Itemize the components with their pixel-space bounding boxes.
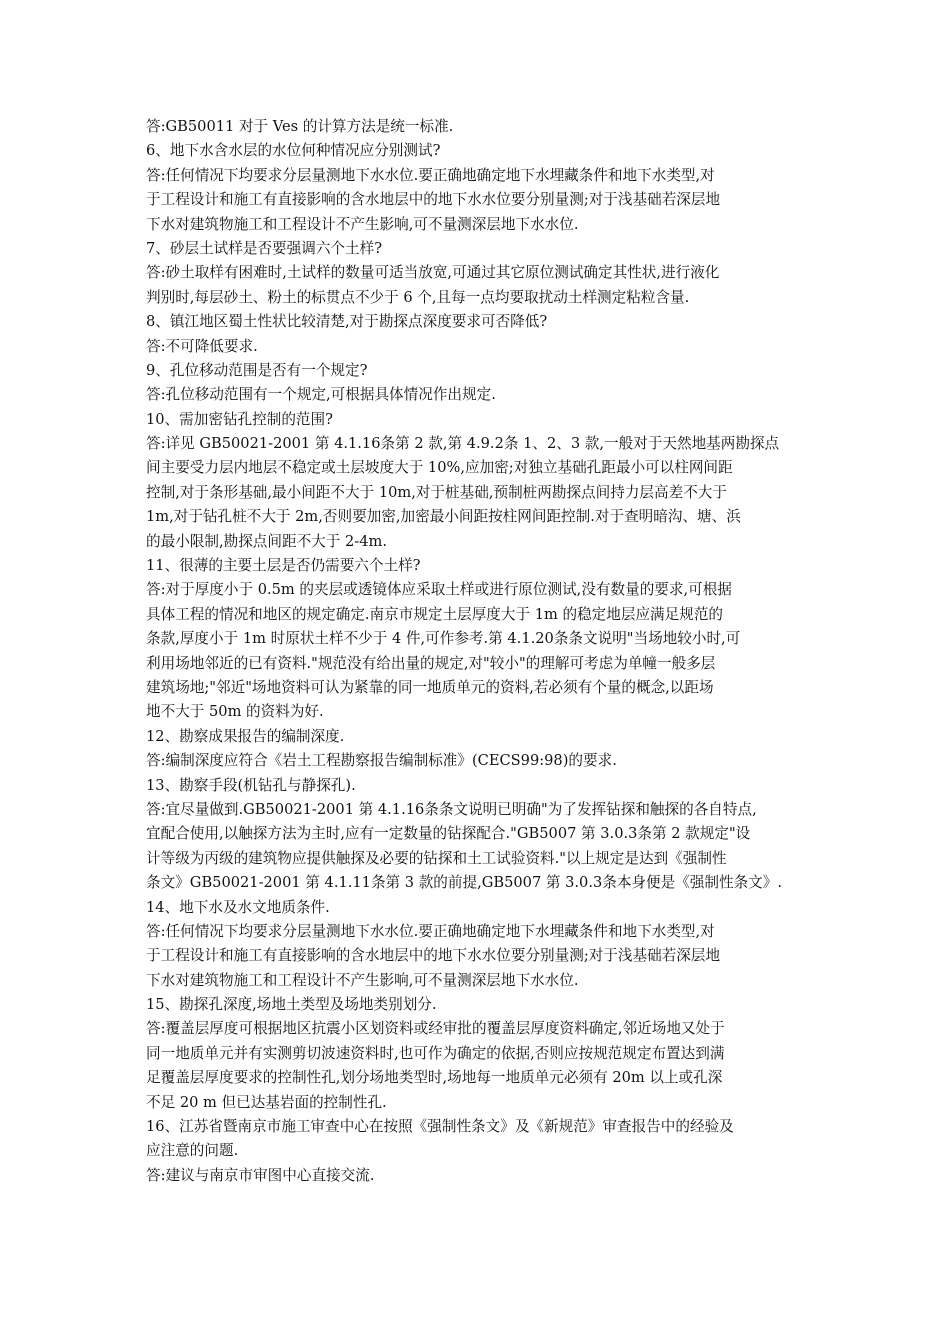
- text-line: 答:编制深度应符合《岩土工程勘察报告编制标准》(CECS99:98)的要求.: [146, 752, 617, 770]
- text-line: 答:宜尽量做到.GB50021-2001 第 4.1.16条条文说明已明确"为了发挥钻探和触探的各自特点,: [146, 800, 757, 818]
- text-line: 答:覆盖层厚度可根据地区抗震小区划资料或经审批的覆盖层厚度资料确定,邻近场地又处于: [146, 1020, 725, 1038]
- text-line: 于工程设计和施工有直接影响的含水地层中的地下水水位要分别量测;对于浅基础若深层地: [146, 947, 721, 965]
- text-line: 利用场地邻近的已有资料."规范没有给出量的规定,对"较小"的理解可考虑为单幢一般多层: [146, 654, 716, 672]
- text-line: 答:详见 GB50021-2001 第 4.1.16条第 2 款,第 4.9.2条 1、2、3 款,一般对于天然地基两勘探点: [146, 435, 780, 453]
- text-line: 8、镇江地区蜀土性状比较清楚,对于勘探点深度要求可否降低?: [146, 313, 548, 331]
- text-line: 11、很薄的主要土层是否仍需要六个土样?: [146, 557, 421, 575]
- text-line: 7、砂层土试样是否要强调六个土样?: [146, 239, 383, 257]
- text-line: 下水对建筑物施工和工程设计不产生影响,可不量测深层地下水水位.: [146, 971, 579, 989]
- text-line: 宜配合使用,以触探方法为主时,应有一定数量的钻探配合."GB5007 第 3.0.3条第 2 款规定"设: [146, 825, 751, 843]
- text-line: 答:建议与南京市审图中心直接交流.: [146, 1166, 375, 1184]
- text-line: 的最小限制,勘探点间距不大于 2-4m.: [146, 532, 387, 550]
- text-line: 条文》GB50021-2001 第 4.1.11条第 3 款的前提,GB5007 第 3.0.3条本身便是《强制性条文》.: [146, 874, 783, 892]
- text-line: 间主要受力层内地层不稳定或土层坡度大于 10%,应加密;对独立基础孔距最小可以柱网间距: [146, 459, 733, 477]
- text-line: 答:对于厚度小于 0.5m 的夹层或透镜体应采取土样或进行原位测试,没有数量的要求,可根据: [146, 581, 732, 599]
- text-line: 控制,对于条形基础,最小间距不大于 10m,对于桩基础,预制桩两勘探点间持力层高差不大于: [146, 483, 727, 501]
- text-line: 答:不可降低要求.: [146, 337, 258, 355]
- text-line: 1m,对于钻孔桩不大于 2m,否则要加密,加密最小间距按柱网间距控制.对于查明暗沟、塘、浜: [146, 508, 741, 526]
- text-line: 同一地质单元并有实测剪切波速资料时,也可作为确定的依据,否则应按规范规定布置达到满: [146, 1044, 725, 1062]
- document-body: [146, 115, 806, 1188]
- text-line: 应注意的问题.: [146, 1142, 239, 1160]
- text-line: 条款,厚度小于 1m 时原状土样不少于 4 件,可作参考.第 4.1.20条条文说明"当场地较小时,可: [146, 630, 741, 648]
- text-line: 足覆盖层厚度要求的控制性孔,划分场地类型时,场地每一地质单元必须有 20m 以上或孔深: [146, 1069, 723, 1087]
- text-line: 于工程设计和施工有直接影响的含水地层中的地下水水位要分别量测;对于浅基础若深层地: [146, 191, 721, 209]
- text-line: 建筑场地;"邻近"场地资料可认为紧靠的同一地质单元的资料,若必须有个量的概念,以距场: [146, 678, 714, 696]
- text-line: 6、地下水含水层的水位何种情况应分别测试?: [146, 142, 441, 160]
- text-line: 15、勘探孔深度,场地土类型及场地类别划分.: [146, 996, 437, 1014]
- text-line: 答:任何情况下均要求分层量测地下水水位.要正确地确定地下水埋藏条件和地下水类型,对: [146, 922, 715, 940]
- text-line: 不足 20 m 但已达基岩面的控制性孔.: [146, 1093, 387, 1111]
- text-line: 答:孔位移动范围有一个规定,可根据具体情况作出规定.: [146, 386, 496, 404]
- text-line: 答:砂土取样有困难时,土试样的数量可适当放宽,可通过其它原位测试确定其性状,进行液化: [146, 264, 720, 282]
- text-line: 判别时,每层砂土、粉土的标贯点不少于 6 个,且每一点均要取扰动土样测定粘粒含量.: [146, 288, 690, 306]
- text-line: 答:GB50011 对于 Ves 的计算方法是统一标准.: [146, 118, 454, 135]
- text-line: 12、勘察成果报告的编制深度.: [146, 727, 345, 745]
- text-line: 10、需加密钻孔控制的范围?: [146, 410, 333, 428]
- text-line: 地不大于 50m 的资料为好.: [146, 703, 324, 721]
- text-line: 13、勘察手段(机钻孔与静探孔).: [146, 776, 356, 794]
- text-line: 答:任何情况下均要求分层量测地下水水位.要正确地确定地下水埋藏条件和地下水类型,对: [146, 166, 715, 184]
- text-line: 16、江苏省暨南京市施工审查中心在按照《强制性条文》及《新规范》审查报告中的经验及: [146, 1118, 734, 1136]
- text-line: 9、孔位移动范围是否有一个规定?: [146, 361, 368, 379]
- text-line: 下水对建筑物施工和工程设计不产生影响,可不量测深层地下水水位.: [146, 215, 579, 233]
- text-line: 计等级为丙级的建筑物应提供触探及必要的钻探和土工试验资料."以上规定是达到《强制性: [146, 849, 727, 867]
- text-line: 14、地下水及水文地质条件.: [146, 898, 330, 916]
- text-line: 具体工程的情况和地区的规定确定.南京市规定土层厚度大于 1m 的稳定地层应满足规范的: [146, 605, 724, 623]
